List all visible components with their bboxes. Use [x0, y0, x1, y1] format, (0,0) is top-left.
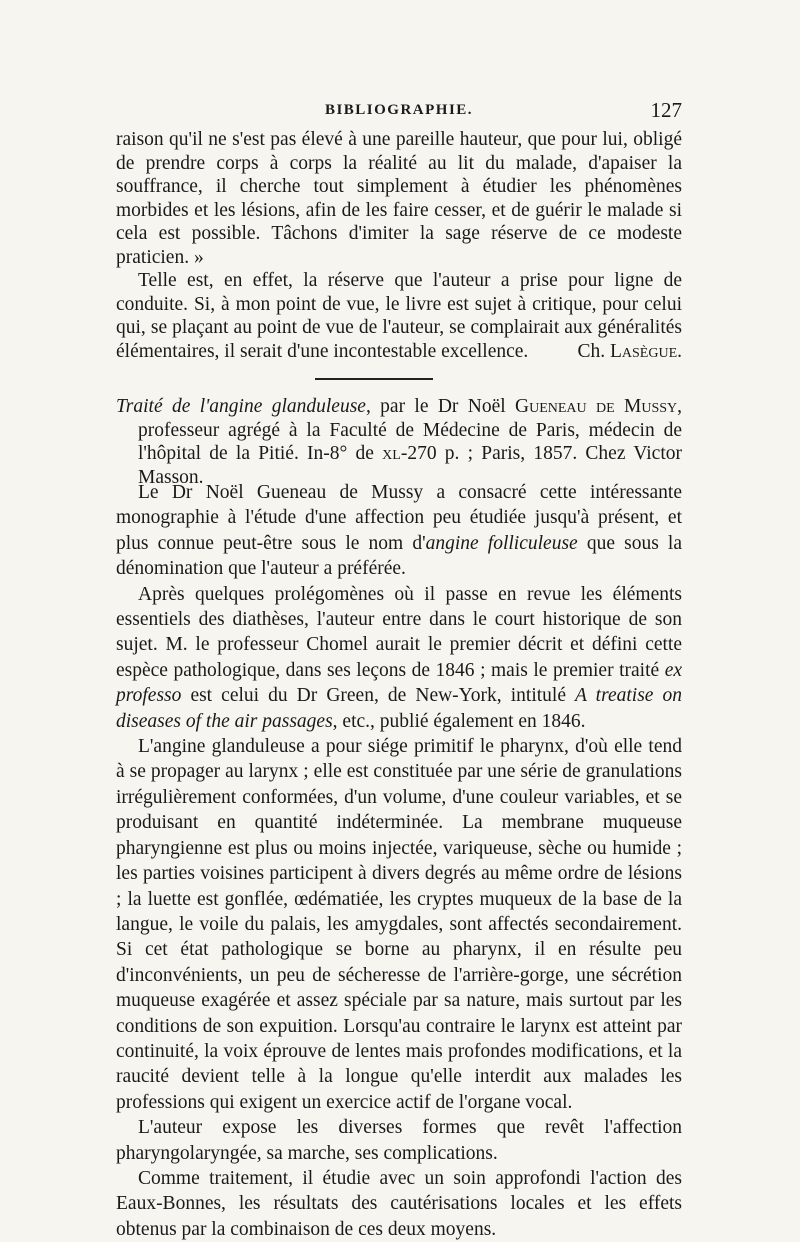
section-divider: [315, 378, 433, 380]
intro-italic: angine folliculeuse: [425, 532, 578, 554]
paragraph-forms: L'auteur expose les diverses formes que revêt l'affection pharyngolaryngée, sa marche, ses complications.: [116, 1117, 682, 1164]
paragraph-intro: [116, 480, 682, 582]
running-title: BIBLIOGRAPHIE.: [324, 102, 474, 118]
page-header: [116, 98, 682, 128]
author-first-name: Noël: [467, 396, 516, 417]
book-details: , professeur agrégé à la Faculté de Médecine de Paris, médecin de l'hôpital de la Pitié. In-8° de: [138, 396, 683, 464]
signature-name: Lasègue.: [609, 340, 682, 362]
intro-text-b: que sous la dénomination que l'auteur a préférée.: [116, 532, 683, 580]
signature-initial: Ch.: [577, 340, 606, 362]
review-signature: [555, 340, 682, 364]
author-name: Gueneau de Mussy: [515, 396, 678, 417]
history-text-a: Après quelques prolégomènes où il passe en revue les éléments essentiels des diathèses, l'auteur entre dans le court historique de son sujet. M. le professeur Chomel aurait le premier décrit et défini cette espèce pathologique, dans ses leçons de 1846 ; mais le premier traité: [116, 583, 682, 681]
review-one-conclusion: [116, 128, 682, 363]
paragraph-quote-end: raison qu'il ne s'est pas élevé à une pareille hauteur, que pour lui, obligé de prendre corps à corps la réalité au lit du malade, d'apaiser la souffrance, il cherche tout simplement à étudier les phénomènes morbides et les lésions, afin de les faire cesser, et de guérir le malade si cela est possible. Tâchons d'imiter la sage réserve de ce modeste praticien. »: [116, 129, 682, 268]
book-entry: [116, 395, 682, 489]
page-number: 127: [650, 98, 682, 122]
book-pages-roman: xl: [382, 443, 401, 464]
review-two-body: [116, 480, 682, 1242]
paragraph-history: [116, 582, 682, 734]
book-citation: [116, 395, 682, 489]
history-text-c: , etc., publié également en 1846.: [332, 710, 586, 732]
paragraph-treatment: Comme traitement, il étudie avec un soin approfondi l'action des Eaux-Bonnes, les résultats des cautérisations locales et les effets obtenus par la combinaison de ces deux moyens.: [116, 1167, 682, 1240]
verdict-text: Telle est, en effet, la réserve que l'auteur a prise pour ligne de conduite. Si, à mon point de vue, le livre est sujet à critique, pour celui qui, se plaçant au point de vue de l'auteur, se complairait aux généralités élémentaires, il serait d'une incontestable excellence.: [116, 270, 682, 362]
book-title: Traité de l'angine glanduleuse: [116, 396, 366, 417]
history-italic-a: ex professo: [116, 659, 682, 707]
book-by: , par le Dr: [365, 396, 468, 417]
paragraph-verdict: [116, 269, 682, 363]
paragraph-pathology: L'angine glanduleuse a pour siége primitif le pharynx, d'où elle tend à se propager au larynx ; elle est constituée par une série de granulations irrégulièrement conformées, d'un volume, d'une couleur variables, et se produisant en quantité indéterminée. La membrane muqueuse pharyngienne est plus ou moins injectée, variqueuse, sèche ou humide ; les parties voisines participent à divers degrés au même ordre de lésions ; la luette est gonflée, œdématiée, les cryptes muqueux de la base de la langue, le voile du palais, les amygdales, sont affectés secondairement. Si cet état pathologique se borne au pharynx, il en résulte peu d'inconvénients, un peu de sécheresse de l'arrière-gorge, une sécrétion muqueuse exagérée et assez spéciale par sa nature, mais surtout par les conditions de son expuition. Lorsqu'au contraire le larynx est atteint par continuité, la voix éprouve de lentes mais profondes modifications, et la raucité devient telle à la longue qu'elle interdit aux malades les professions qui exigent un exercice actif de l'organe vocal.: [116, 736, 682, 1113]
history-text-b: est celui du Dr Green, de New-York, intitulé: [181, 685, 576, 707]
history-italic-b: A treatise on diseases of the air passages: [116, 685, 682, 732]
intro-text-a: Le Dr Noël Gueneau de Mussy a consacré cette intéressante monographie à l'étude d'une affection peu étudiée jusqu'à présent, et plus connue peut-être sous le nom d': [116, 482, 682, 554]
book-pages-rest: -270 p. ; Paris, 1857. Chez Victor Masson.: [138, 443, 682, 488]
